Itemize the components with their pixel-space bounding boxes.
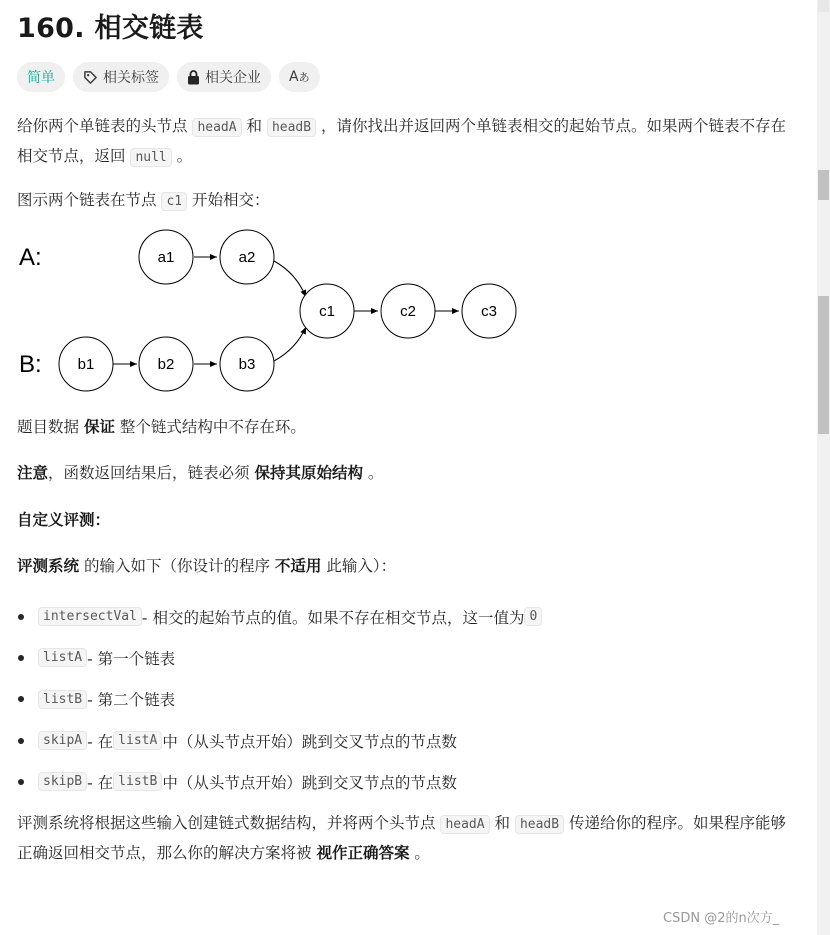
tag-icon	[83, 70, 98, 85]
judge-input-paragraph	[17, 552, 797, 580]
tag-bar	[17, 62, 320, 92]
caption-text: 图示两个链表在节点	[17, 191, 162, 209]
judge-text: 此输入）：	[321, 557, 397, 575]
node-b2	[139, 337, 193, 391]
desc-text: 和	[241, 117, 267, 135]
node-c2	[381, 284, 435, 338]
node-b3	[220, 337, 274, 391]
desc-text: 给你两个单链表的头节点	[17, 117, 193, 135]
desc-text: ，请你找出并返回两个单链表相交的起始节点。如果两个链表不存在相交节点，返回	[17, 117, 787, 165]
final-text: 和	[489, 814, 515, 832]
description-paragraph	[17, 112, 797, 172]
code-headB: headB	[267, 118, 316, 137]
final-text: 传递给你的程序。如果程序能够正确返回相交节点，那么你的解决方案将被	[17, 814, 787, 862]
difficulty-label: 简单	[27, 70, 55, 86]
note-paragraph	[17, 459, 797, 487]
item-text: 中（从头节点开始）跳到交叉节点的节点数	[162, 773, 457, 792]
translate-button[interactable]	[279, 62, 320, 92]
node-c3	[462, 284, 516, 338]
svg-text:c1: c1	[319, 303, 335, 320]
custom-judge-heading	[17, 506, 797, 534]
note-bold: 注意	[17, 464, 49, 482]
node-a1	[139, 230, 193, 284]
code-null: null	[130, 148, 171, 167]
svg-text:c2: c2	[400, 303, 416, 320]
input-list	[17, 596, 542, 802]
code-headB: headB	[515, 815, 564, 834]
judge-bold: 评测系统	[17, 557, 80, 575]
svg-text:b2: b2	[157, 356, 175, 373]
code-intersectVal: intersectVal	[38, 607, 142, 626]
list-a-label: A:	[19, 244, 42, 271]
guarantee-paragraph	[17, 413, 797, 441]
item-text: - 在	[87, 773, 114, 792]
node-b1	[59, 337, 113, 391]
list-item	[17, 761, 542, 802]
item-text: - 第二个链表	[87, 691, 176, 710]
item-text: - 在	[87, 732, 114, 751]
related-topics-label: 相关标签	[103, 70, 159, 86]
translate-icon: Aあ	[289, 69, 310, 85]
related-topics-button[interactable]	[73, 62, 169, 92]
difficulty-badge[interactable]	[17, 62, 65, 92]
guarantee-text: 整个链式结构中不存在环。	[114, 418, 306, 436]
code-listB: listB	[38, 690, 87, 709]
node-a2	[220, 230, 274, 284]
list-item	[17, 720, 542, 761]
list-item	[17, 596, 542, 637]
custom-judge-title: 自定义评测：	[17, 511, 111, 529]
code-listA: listA	[38, 648, 87, 667]
judge-bold-na: 不适用	[274, 557, 322, 575]
item-text: - 第一个链表	[87, 649, 176, 668]
guarantee-text: 题目数据	[17, 418, 84, 436]
item-text: - 相交的起始节点的值。如果不存在相交节点，这一值为	[141, 608, 525, 627]
lock-icon	[187, 70, 200, 85]
svg-text:a1: a1	[157, 249, 175, 266]
code-headA: headA	[440, 815, 489, 834]
node-c1	[300, 284, 354, 338]
code-headA: headA	[192, 118, 241, 137]
scrollbar-thumb-main[interactable]	[818, 296, 829, 434]
figure-caption	[17, 186, 797, 216]
code-listA: listA	[113, 731, 162, 750]
final-text: 。	[409, 844, 430, 862]
item-text: 中（从头节点开始）跳到交叉节点的节点数	[162, 732, 457, 751]
final-paragraph	[17, 809, 797, 867]
list-item	[17, 679, 542, 720]
list-item	[17, 637, 542, 678]
caption-text: 开始相交：	[187, 191, 270, 209]
code-skipA: skipA	[38, 731, 87, 750]
note-text: 。	[362, 464, 384, 482]
scrollbar[interactable]	[817, 0, 830, 935]
svg-text:b3: b3	[238, 356, 256, 373]
guarantee-bold: 保证	[83, 418, 115, 436]
related-companies-button[interactable]	[177, 62, 271, 92]
csdn-watermark: CSDN @2的n次方_	[663, 911, 780, 926]
code-listB: listB	[113, 772, 162, 791]
final-bold: 视作正确答案	[316, 844, 410, 862]
scrollbar-thumb[interactable]	[818, 170, 829, 200]
judge-text: 的输入如下（你设计的程序	[79, 557, 275, 575]
note-text: ，函数返回结果后，链表必须	[48, 464, 255, 482]
linked-list-diagram	[0, 215, 560, 395]
problem-title: 160. 相交链表	[17, 13, 204, 44]
scrollbar-top	[818, 0, 829, 12]
code-zero: 0	[524, 607, 542, 626]
related-companies-label: 相关企业	[205, 70, 261, 86]
svg-text:a2: a2	[238, 249, 256, 266]
note-bold-structure: 保持其原始结构	[254, 464, 363, 482]
svg-text:b1: b1	[77, 356, 95, 373]
list-b-label: B:	[19, 351, 42, 378]
svg-text:c3: c3	[481, 303, 497, 320]
edge-a2-c1	[274, 261, 306, 297]
code-skipB: skipB	[38, 772, 87, 791]
code-c1: c1	[161, 192, 187, 211]
edge-b3-c1	[274, 327, 306, 361]
desc-text: 。	[171, 147, 193, 165]
final-text: 评测系统将根据这些输入创建链式数据结构，并将两个头节点	[17, 814, 441, 832]
